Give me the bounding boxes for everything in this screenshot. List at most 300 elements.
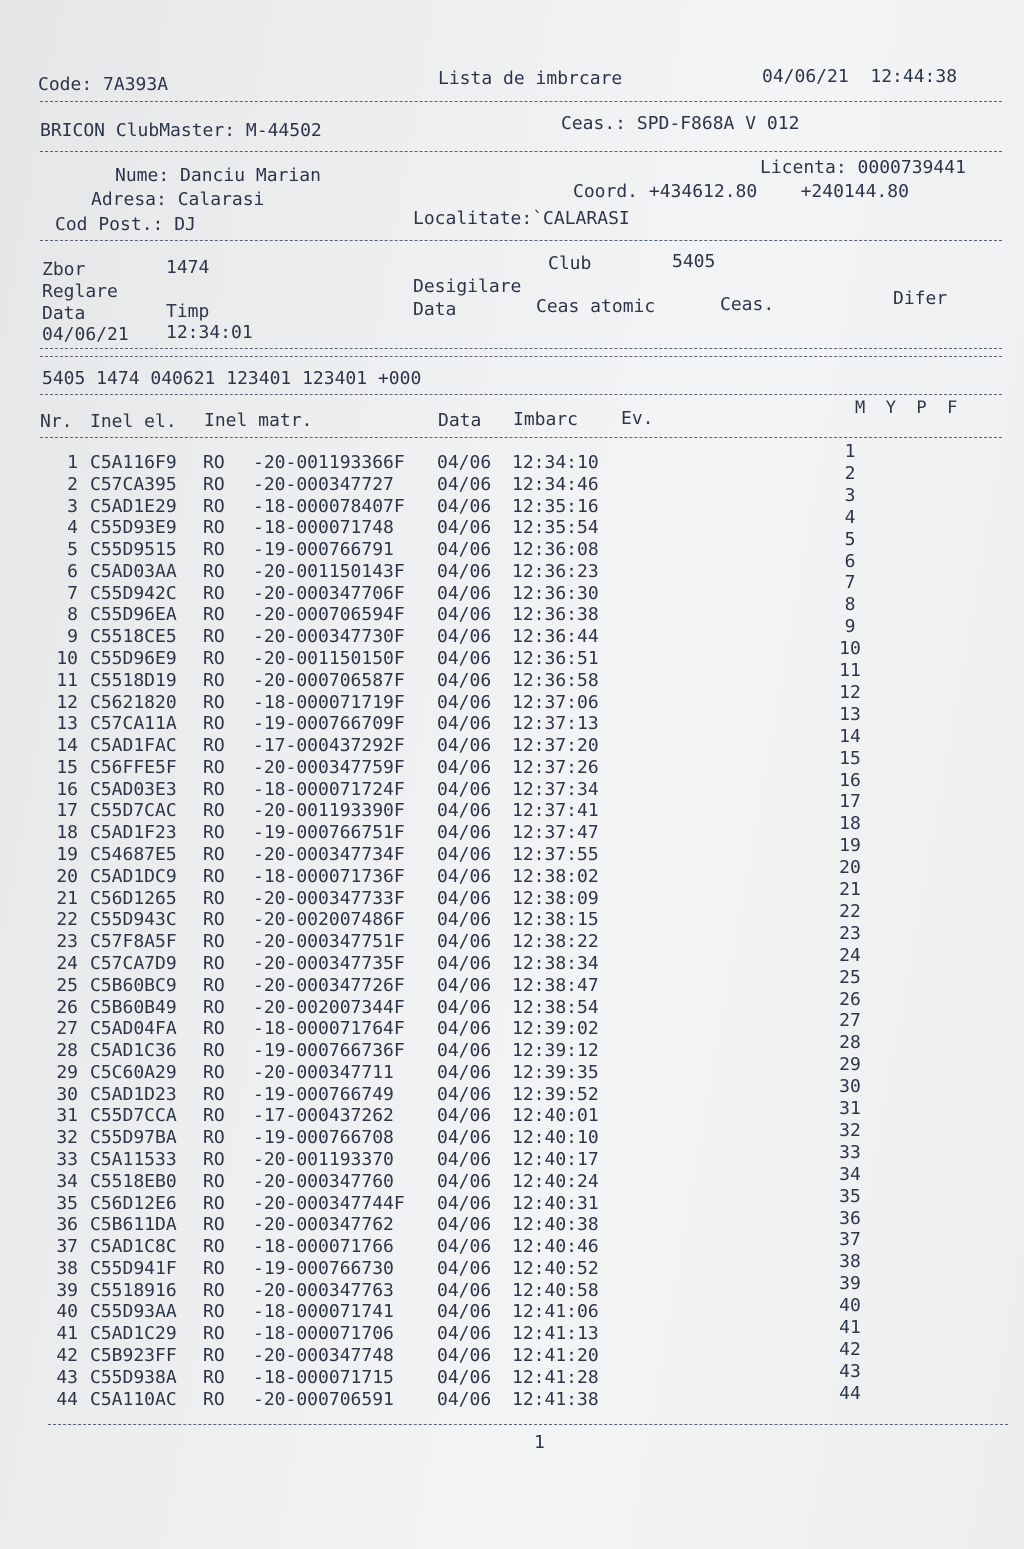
m-count: 6	[844, 550, 856, 572]
arrival-date: 04/06	[437, 648, 492, 670]
desigilare-label: Desigilare	[413, 276, 522, 297]
arrival-date: 04/06	[437, 909, 492, 931]
m-count: 25	[839, 966, 861, 988]
arrival-time: 12:38:09	[512, 887, 599, 909]
club-number: 5405	[672, 251, 716, 272]
arrival-time: 12:37:13	[512, 713, 599, 735]
electronic-ring: C5B611DA	[90, 1214, 177, 1236]
ring-number: -20-000706594F	[253, 604, 405, 626]
electronic-ring: C5A110AC	[90, 1388, 177, 1410]
timp-label: Timp	[166, 301, 210, 322]
divider	[40, 101, 1002, 102]
ring-number: -18-000071706	[253, 1323, 394, 1345]
country-code: RO	[203, 1061, 225, 1083]
arrival-date: 04/06	[437, 1148, 492, 1170]
page-number: 1	[534, 1432, 545, 1453]
row-number: 16	[56, 778, 78, 800]
row-number: 3	[67, 495, 78, 517]
country-code: RO	[203, 626, 225, 648]
ring-number: -20-001150150F	[253, 648, 405, 670]
m-count: 32	[839, 1119, 861, 1141]
arrival-date: 04/06	[437, 1018, 492, 1040]
arrival-time: 12:35:16	[512, 495, 599, 517]
col-imbarc: Imbarc	[513, 409, 579, 430]
m-count: 15	[839, 747, 861, 769]
arrival-date: 04/06	[437, 626, 492, 648]
electronic-ring: C56D1265	[90, 887, 177, 909]
arrival-date: 04/06	[437, 495, 492, 517]
arrival-date: 04/06	[437, 1214, 492, 1236]
m-count: 36	[839, 1207, 861, 1229]
arrival-date: 04/06	[437, 691, 492, 713]
owner-address: Adresa: Calarasi	[91, 189, 265, 210]
arrival-date: 04/06	[437, 1257, 492, 1279]
arrival-time: 12:34:10	[512, 452, 599, 473]
country-code: RO	[203, 1366, 225, 1388]
arrival-date: 04/06	[437, 1083, 492, 1105]
data-label-2: Data	[413, 299, 457, 320]
row-number: 31	[56, 1105, 78, 1127]
m-count: 8	[844, 594, 856, 616]
row-number: 20	[56, 865, 78, 887]
m-count: 12	[839, 681, 861, 703]
ring-number: -18-000071724F	[253, 778, 405, 800]
ring-number: -20-000347711	[253, 1061, 394, 1083]
row-number: 5	[67, 539, 78, 561]
arrival-date: 04/06	[437, 778, 492, 800]
ring-number: -20-000347734F	[253, 844, 405, 866]
arrival-time: 12:35:54	[512, 517, 599, 539]
arrival-date: 04/06	[437, 844, 492, 866]
arrival-time: 12:37:34	[512, 778, 599, 800]
arrival-date: 04/06	[437, 1127, 492, 1149]
ring-number: -20-000347760	[253, 1170, 394, 1192]
row-number: 22	[56, 909, 78, 931]
arrival-time: 12:34:46	[512, 473, 599, 495]
arrival-date: 04/06	[437, 539, 492, 561]
row-number: 21	[56, 887, 78, 909]
electronic-ring: C5AD1FAC	[90, 735, 177, 757]
electronic-ring: C57CA395	[90, 473, 177, 495]
m-count: 38	[839, 1251, 861, 1273]
electronic-ring: C54687E5	[90, 844, 177, 866]
arrival-time: 12:41:28	[512, 1366, 599, 1388]
arrival-date: 04/06	[437, 974, 492, 996]
row-number: 43	[56, 1366, 78, 1388]
country-code: RO	[203, 517, 225, 539]
electronic-ring: C55D97BA	[90, 1127, 177, 1149]
country-code: RO	[203, 1170, 225, 1192]
arrival-time: 12:37:26	[512, 756, 599, 778]
row-number: 13	[56, 713, 78, 735]
m-count: 3	[844, 484, 856, 506]
ring-number: -20-000347762	[253, 1214, 394, 1236]
arrival-date: 04/06	[437, 735, 492, 757]
owner-name: Nume: Danciu Marian	[115, 165, 321, 186]
country-code: RO	[203, 1323, 225, 1345]
arrival-date: 04/06	[437, 800, 492, 822]
clock-label: Ceas.	[720, 294, 775, 315]
arrival-date: 04/06	[437, 713, 492, 735]
reglare-label: Reglare	[42, 281, 118, 302]
arrival-time: 12:38:47	[512, 974, 599, 996]
arrival-date: 04/06	[437, 1040, 492, 1062]
m-count: 10	[839, 638, 861, 660]
country-code: RO	[203, 713, 225, 735]
ring-number: -20-000347759F	[253, 756, 405, 778]
electronic-ring: C5AD03AA	[90, 560, 177, 582]
arrival-time: 12:40:17	[512, 1148, 599, 1170]
arrival-date: 04/06	[437, 822, 492, 844]
m-count: 24	[839, 944, 861, 966]
arrival-time: 12:40:52	[512, 1257, 599, 1279]
electronic-ring: C57CA11A	[90, 713, 177, 735]
arrival-date: 04/06	[437, 865, 492, 887]
row-number: 27	[56, 1018, 78, 1040]
country-code: RO	[203, 974, 225, 996]
document-title: Lista de imbrcare	[438, 68, 623, 89]
country-code: RO	[203, 648, 225, 670]
row-number: 26	[56, 996, 78, 1018]
electronic-ring: C5AD1D23	[90, 1083, 177, 1105]
country-code: RO	[203, 844, 225, 866]
atomic-clock-label: Ceas atomic	[536, 296, 656, 317]
difference-label: Difer	[893, 288, 948, 309]
arrival-time: 12:41:06	[512, 1301, 599, 1323]
electronic-ring: C5518D19	[90, 669, 177, 691]
divider	[40, 356, 1002, 357]
row-number: 42	[56, 1344, 78, 1366]
row-number: 15	[56, 756, 78, 778]
electronic-ring: C55D943C	[90, 909, 177, 931]
ring-number: -19-000766736F	[253, 1040, 405, 1062]
ring-number: -20-000347730F	[253, 626, 405, 648]
arrival-time: 12:39:52	[512, 1083, 599, 1105]
ring-number: -20-000347763	[253, 1279, 394, 1301]
electronic-ring: C5AD1C8C	[90, 1236, 177, 1258]
arrival-time: 12:36:51	[512, 648, 599, 670]
arrival-date: 04/06	[437, 996, 492, 1018]
col-inel-matr: Inel matr.	[204, 410, 313, 431]
ring-number: -20-000347727	[253, 473, 394, 495]
arrival-time: 12:36:44	[512, 626, 599, 648]
m-count: 2	[844, 462, 856, 484]
row-number: 12	[56, 691, 78, 713]
ring-number: -18-000071719F	[253, 691, 405, 713]
arrival-time: 12:39:12	[512, 1040, 599, 1062]
electronic-ring: C5AD03E3	[90, 778, 177, 800]
arrival-date: 04/06	[437, 1344, 492, 1366]
divider	[40, 151, 1002, 152]
arrival-time: 12:40:46	[512, 1236, 599, 1258]
m-count: 27	[839, 1010, 861, 1032]
arrival-time: 12:39:02	[512, 1018, 599, 1040]
electronic-ring: C5B923FF	[90, 1344, 177, 1366]
m-count: 14	[839, 725, 861, 747]
ring-number: -18-000071764F	[253, 1018, 405, 1040]
arrival-time: 12:41:13	[512, 1323, 599, 1345]
electronic-ring: C55D93AA	[90, 1301, 177, 1323]
arrival-date: 04/06	[437, 887, 492, 909]
m-count: 40	[839, 1295, 861, 1317]
row-number: 4	[67, 517, 78, 539]
flight-number: 1474	[166, 257, 210, 278]
arrival-time: 12:36:08	[512, 539, 599, 561]
m-count: 22	[839, 900, 861, 922]
ring-number: -20-000347706F	[253, 582, 405, 604]
arrival-date: 04/06	[437, 669, 492, 691]
arrival-date: 04/06	[437, 517, 492, 539]
m-count: 13	[839, 703, 861, 725]
m-count: 16	[839, 769, 861, 791]
electronic-ring: C57CA7D9	[90, 952, 177, 974]
row-number: 33	[56, 1148, 78, 1170]
m-count: 29	[839, 1054, 861, 1076]
row-number: 40	[56, 1301, 78, 1323]
electronic-ring: C5AD1C36	[90, 1040, 177, 1062]
col-inel-el: Inel el.	[90, 411, 177, 432]
row-number: 36	[56, 1214, 78, 1236]
arrival-time: 12:40:58	[512, 1279, 599, 1301]
row-number: 25	[56, 974, 78, 996]
arrival-date: 04/06	[437, 1366, 492, 1388]
electronic-ring: C55D9515	[90, 539, 177, 561]
m-count: 31	[839, 1098, 861, 1119]
club-label: Club	[548, 253, 592, 274]
data-label: Data	[42, 303, 86, 324]
ring-number: -20-000706587F	[253, 669, 405, 691]
country-code: RO	[203, 865, 225, 887]
row-number: 14	[56, 735, 78, 757]
m-count: 19	[839, 835, 861, 857]
electronic-ring: C5A11533	[90, 1148, 177, 1170]
country-code: RO	[203, 1127, 225, 1149]
country-code: RO	[203, 778, 225, 800]
electronic-ring: C55D941F	[90, 1257, 177, 1279]
arrival-date: 04/06	[437, 1323, 492, 1345]
row-number: 11	[56, 669, 78, 691]
clubmaster-id: BRICON ClubMaster: M-44502	[40, 120, 322, 141]
arrival-time: 12:41:38	[512, 1388, 599, 1410]
row-number: 28	[56, 1040, 78, 1062]
arrival-date: 04/06	[437, 1170, 492, 1192]
col-data: Data	[438, 410, 482, 431]
arrival-time: 12:40:10	[512, 1127, 599, 1149]
m-count: 26	[839, 988, 861, 1010]
electronic-ring: C55D7CCA	[90, 1105, 177, 1127]
electronic-ring: C5B60BC9	[90, 974, 177, 996]
row-number: 39	[56, 1279, 78, 1301]
country-code: RO	[203, 1388, 225, 1410]
country-code: RO	[203, 800, 225, 822]
country-code: RO	[203, 996, 225, 1018]
license-number: Licenta: 0000739441	[760, 157, 966, 178]
electronic-ring: C55D93E9	[90, 517, 177, 539]
electronic-ring: C56D12E6	[90, 1192, 177, 1214]
ring-number: -17-000437262	[253, 1105, 394, 1127]
country-code: RO	[203, 582, 225, 604]
m-count: 5	[844, 528, 856, 550]
arrival-date: 04/06	[437, 452, 492, 473]
setting-time: 12:34:01	[166, 322, 253, 343]
arrival-time: 12:37:20	[512, 735, 599, 757]
arrival-date: 04/06	[437, 473, 492, 495]
country-code: RO	[203, 669, 225, 691]
arrival-date: 04/06	[437, 1279, 492, 1301]
row-number: 2	[67, 473, 78, 495]
electronic-ring: C5B60B49	[90, 996, 177, 1018]
country-code: RO	[203, 887, 225, 909]
country-code: RO	[203, 452, 225, 473]
electronic-ring: C5A116F9	[90, 452, 177, 473]
country-code: RO	[203, 539, 225, 561]
row-number: 6	[67, 560, 78, 582]
ring-number: -19-000766709F	[253, 713, 405, 735]
electronic-ring: C55D96EA	[90, 604, 177, 626]
m-count: 43	[839, 1360, 861, 1382]
arrival-time: 12:36:58	[512, 669, 599, 691]
ring-number: -20-000347726F	[253, 974, 405, 996]
arrival-time: 12:37:55	[512, 844, 599, 866]
ring-number: -18-000071736F	[253, 865, 405, 887]
country-code: RO	[203, 1257, 225, 1279]
country-code: RO	[203, 1236, 225, 1258]
ring-number: -20-000347748	[253, 1344, 394, 1366]
m-count: 28	[839, 1032, 861, 1054]
ring-number: -20-000347744F	[253, 1192, 405, 1214]
code-label: Code: 7A393A	[38, 74, 169, 95]
ring-number: -18-000071748	[253, 517, 394, 539]
m-count: 18	[839, 813, 861, 835]
row-number: 24	[56, 952, 78, 974]
electronic-ring: C5AD1F23	[90, 822, 177, 844]
country-code: RO	[203, 1279, 225, 1301]
electronic-ring: C5518EB0	[90, 1170, 177, 1192]
country-code: RO	[203, 1301, 225, 1323]
arrival-date: 04/06	[437, 1061, 492, 1083]
m-count: 44	[839, 1382, 861, 1404]
arrival-date: 04/06	[437, 1388, 492, 1410]
arrival-time: 12:38:15	[512, 909, 599, 931]
electronic-ring: C5518916	[90, 1279, 177, 1301]
m-count: 21	[839, 879, 861, 900]
electronic-ring: C57F8A5F	[90, 931, 177, 953]
country-code: RO	[203, 952, 225, 974]
arrival-time: 12:36:23	[512, 560, 599, 582]
row-number: 18	[56, 822, 78, 844]
electronic-ring: C55D942C	[90, 582, 177, 604]
country-code: RO	[203, 1344, 225, 1366]
country-code: RO	[203, 1105, 225, 1127]
ring-number: -20-002007486F	[253, 909, 405, 931]
locality: Localitate:`CALARASI	[413, 208, 630, 229]
clock-id: Ceas.: SPD-F868A V 012	[561, 113, 800, 134]
row-number: 35	[56, 1192, 78, 1214]
arrival-time: 12:38:54	[512, 996, 599, 1018]
col-mypf: M Y P F	[855, 398, 958, 418]
arrival-date: 04/06	[437, 604, 492, 626]
m-count: 34	[839, 1163, 861, 1185]
arrival-time: 12:37:41	[512, 800, 599, 822]
ring-number: -18-000071715	[253, 1366, 394, 1388]
ring-number: -20-001150143F	[253, 560, 405, 582]
country-code: RO	[203, 495, 225, 517]
ring-number: -18-000071766	[253, 1236, 394, 1258]
arrival-date: 04/06	[437, 952, 492, 974]
country-code: RO	[203, 756, 225, 778]
m-count: 4	[844, 506, 856, 528]
arrival-time: 12:38:22	[512, 931, 599, 953]
country-code: RO	[203, 604, 225, 626]
country-code: RO	[203, 473, 225, 495]
country-code: RO	[203, 1214, 225, 1236]
country-code: RO	[203, 1083, 225, 1105]
coordinates: Coord. +434612.80 +240144.80	[573, 181, 909, 202]
postal-code: Cod Post.: DJ	[55, 214, 196, 235]
ring-number: -19-000766730	[253, 1257, 394, 1279]
divider	[40, 437, 1002, 438]
row-number: 34	[56, 1170, 78, 1192]
country-code: RO	[203, 931, 225, 953]
electronic-ring: C5621820	[90, 691, 177, 713]
electronic-ring: C5518CE5	[90, 626, 177, 648]
ring-number: -20-000706591	[253, 1388, 394, 1410]
row-number: 9	[67, 626, 78, 648]
divider	[48, 1424, 1008, 1425]
country-code: RO	[203, 1040, 225, 1062]
electronic-ring: C55D96E9	[90, 648, 177, 670]
ring-number: -19-000766708	[253, 1127, 394, 1149]
setting-date: 04/06/21	[42, 324, 129, 345]
country-code: RO	[203, 822, 225, 844]
arrival-time: 12:40:01	[512, 1105, 599, 1127]
divider	[40, 348, 1002, 349]
country-code: RO	[203, 1148, 225, 1170]
arrival-date: 04/06	[437, 756, 492, 778]
ring-number: -19-000766791	[253, 539, 394, 561]
arrival-time: 12:38:02	[512, 865, 599, 887]
ring-number: -20-000347751F	[253, 931, 405, 953]
m-count: 35	[839, 1185, 861, 1207]
electronic-ring: C55D7CAC	[90, 800, 177, 822]
ring-number: -18-000071741	[253, 1301, 394, 1323]
arrival-time: 12:38:34	[512, 952, 599, 974]
row-number: 30	[56, 1083, 78, 1105]
row-number: 41	[56, 1323, 78, 1345]
country-code: RO	[203, 735, 225, 757]
m-count: 23	[839, 922, 861, 944]
row-number: 1	[67, 452, 78, 473]
country-code: RO	[203, 560, 225, 582]
country-code: RO	[203, 1192, 225, 1214]
row-number: 37	[56, 1236, 78, 1258]
m-count: 39	[839, 1273, 861, 1295]
divider	[40, 394, 1002, 395]
col-nr: Nr.	[40, 411, 73, 432]
electronic-ring: C5AD1E29	[90, 495, 177, 517]
country-code: RO	[203, 909, 225, 931]
arrival-time: 12:40:24	[512, 1170, 599, 1192]
arrival-date: 04/06	[437, 582, 492, 604]
row-number: 17	[56, 800, 78, 822]
ring-number: -20-000347733F	[253, 887, 405, 909]
row-number: 10	[56, 648, 78, 670]
ring-number: -18-000078407F	[253, 495, 405, 517]
m-count: 41	[839, 1317, 861, 1338]
ring-number: -20-001193366F	[253, 452, 405, 473]
col-ev: Ev.	[621, 408, 654, 429]
summary-line: 5405 1474 040621 123401 123401 +000	[42, 368, 422, 389]
